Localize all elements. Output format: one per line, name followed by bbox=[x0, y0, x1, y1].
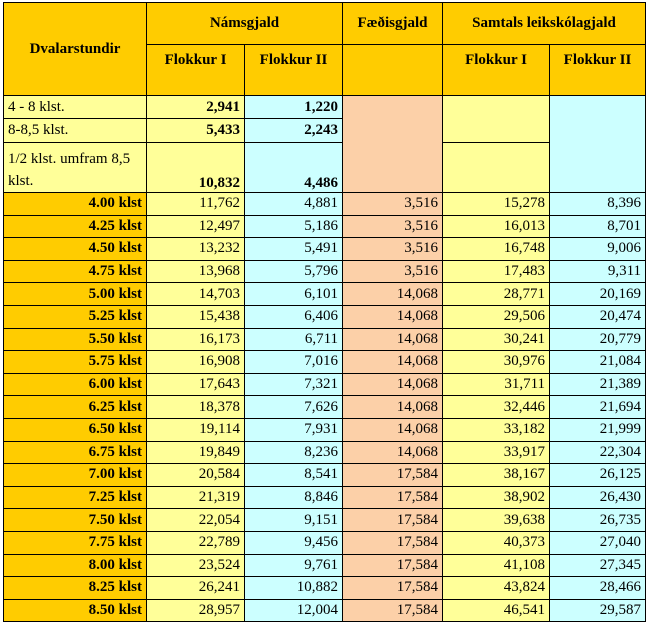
samtals-flokkur-1-value: 15,278 bbox=[443, 193, 550, 216]
row-label: 7.50 klst bbox=[4, 509, 147, 532]
namsgjald-flokkur-1-value: 14,703 bbox=[147, 283, 245, 306]
samtals-flokkur-2-value: 9,006 bbox=[550, 238, 646, 261]
samtals-flokkur-2-value: 26,125 bbox=[550, 464, 646, 487]
samtals-flokkur-1-value: 39,638 bbox=[443, 509, 550, 532]
special-row-flokkur-1: 10,832 bbox=[147, 143, 245, 193]
special-samtals-2-blank bbox=[550, 96, 646, 193]
table-row bbox=[4, 351, 646, 374]
header-samtals-flokkur-1: Flokkur I bbox=[443, 45, 550, 96]
special-row-label: 8-8,5 klst. bbox=[4, 119, 147, 143]
samtals-flokkur-1-value: 41,108 bbox=[443, 554, 550, 577]
special-row-flokkur-2: 1,220 bbox=[245, 96, 343, 119]
table-row bbox=[4, 599, 646, 622]
row-label: 4.50 klst bbox=[4, 238, 147, 261]
header-samtals-flokkur-2: Flokkur II bbox=[550, 45, 646, 96]
namsgjald-flokkur-2-value: 7,626 bbox=[245, 396, 343, 419]
table-row bbox=[4, 554, 646, 577]
special-faedisgjald-blank bbox=[343, 96, 443, 193]
special-samtals-1-blank bbox=[443, 143, 550, 193]
special-row-flokkur-1: 5,433 bbox=[147, 119, 245, 143]
namsgjald-flokkur-2-value: 8,846 bbox=[245, 486, 343, 509]
samtals-flokkur-1-value: 46,541 bbox=[443, 599, 550, 622]
row-label: 4.25 klst bbox=[4, 215, 147, 238]
row-label: 5.50 klst bbox=[4, 328, 147, 351]
namsgjald-flokkur-2-value: 5,186 bbox=[245, 215, 343, 238]
special-samtals-1-blank bbox=[443, 96, 550, 143]
namsgjald-flokkur-1-value: 23,524 bbox=[147, 554, 245, 577]
hours-rows bbox=[4, 193, 646, 622]
faedisgjald-value: 17,584 bbox=[343, 577, 443, 600]
faedisgjald-value: 14,068 bbox=[343, 351, 443, 374]
namsgjald-flokkur-2-value: 5,796 bbox=[245, 260, 343, 283]
header-dvalarstundir: Dvalarstundir bbox=[4, 3, 147, 96]
namsgjald-flokkur-1-value: 22,054 bbox=[147, 509, 245, 532]
table-row bbox=[4, 441, 646, 464]
table-row bbox=[4, 531, 646, 554]
header-samtals: Samtals leikskólagjald bbox=[443, 3, 646, 45]
samtals-flokkur-1-value: 29,506 bbox=[443, 305, 550, 328]
samtals-flokkur-2-value: 22,304 bbox=[550, 441, 646, 464]
namsgjald-flokkur-1-value: 11,762 bbox=[147, 193, 245, 216]
samtals-flokkur-1-value: 30,976 bbox=[443, 351, 550, 374]
faedisgjald-value: 14,068 bbox=[343, 305, 443, 328]
namsgjald-flokkur-1-value: 18,378 bbox=[147, 396, 245, 419]
namsgjald-flokkur-1-value: 22,789 bbox=[147, 531, 245, 554]
header-faedisgjald: Fæðisgjald bbox=[343, 3, 443, 45]
table-row bbox=[4, 260, 646, 283]
namsgjald-flokkur-1-value: 19,849 bbox=[147, 441, 245, 464]
table-row bbox=[4, 464, 646, 487]
samtals-flokkur-2-value: 20,474 bbox=[550, 305, 646, 328]
header-faedisgjald-empty bbox=[343, 45, 443, 96]
faedisgjald-value: 3,516 bbox=[343, 193, 443, 216]
namsgjald-flokkur-1-value: 17,643 bbox=[147, 373, 245, 396]
faedisgjald-value: 3,516 bbox=[343, 238, 443, 261]
samtals-flokkur-2-value: 26,735 bbox=[550, 509, 646, 532]
namsgjald-flokkur-2-value: 7,931 bbox=[245, 418, 343, 441]
namsgjald-flokkur-1-value: 12,497 bbox=[147, 215, 245, 238]
samtals-flokkur-1-value: 38,902 bbox=[443, 486, 550, 509]
samtals-flokkur-2-value: 29,587 bbox=[550, 599, 646, 622]
special-row-flokkur-1: 2,941 bbox=[147, 96, 245, 119]
faedisgjald-value: 3,516 bbox=[343, 215, 443, 238]
namsgjald-flokkur-1-value: 13,232 bbox=[147, 238, 245, 261]
namsgjald-flokkur-2-value: 6,406 bbox=[245, 305, 343, 328]
faedisgjald-value: 17,584 bbox=[343, 464, 443, 487]
namsgjald-flokkur-2-value: 9,151 bbox=[245, 509, 343, 532]
namsgjald-flokkur-1-value: 28,957 bbox=[147, 599, 245, 622]
namsgjald-flokkur-1-value: 20,584 bbox=[147, 464, 245, 487]
namsgjald-flokkur-2-value: 12,004 bbox=[245, 599, 343, 622]
namsgjald-flokkur-2-value: 4,881 bbox=[245, 193, 343, 216]
samtals-flokkur-2-value: 21,999 bbox=[550, 418, 646, 441]
table-row bbox=[4, 215, 646, 238]
namsgjald-flokkur-1-value: 15,438 bbox=[147, 305, 245, 328]
special-row-flokkur-2: 2,243 bbox=[245, 119, 343, 143]
samtals-flokkur-2-value: 20,779 bbox=[550, 328, 646, 351]
header-namsgjald: Námsgjald bbox=[147, 3, 343, 45]
namsgjald-flokkur-2-value: 7,321 bbox=[245, 373, 343, 396]
row-label: 6.25 klst bbox=[4, 396, 147, 419]
table-row bbox=[4, 373, 646, 396]
faedisgjald-value: 14,068 bbox=[343, 373, 443, 396]
samtals-flokkur-2-value: 28,466 bbox=[550, 577, 646, 600]
samtals-flokkur-2-value: 8,701 bbox=[550, 215, 646, 238]
samtals-flokkur-1-value: 16,013 bbox=[443, 215, 550, 238]
namsgjald-flokkur-2-value: 9,761 bbox=[245, 554, 343, 577]
row-label: 4.75 klst bbox=[4, 260, 147, 283]
samtals-flokkur-1-value: 16,748 bbox=[443, 238, 550, 261]
namsgjald-flokkur-1-value: 21,319 bbox=[147, 486, 245, 509]
table-row bbox=[4, 396, 646, 419]
row-label: 6.75 klst bbox=[4, 441, 147, 464]
table-row bbox=[4, 283, 646, 306]
samtals-flokkur-1-value: 38,167 bbox=[443, 464, 550, 487]
row-label: 4.00 klst bbox=[4, 193, 147, 216]
namsgjald-flokkur-2-value: 10,882 bbox=[245, 577, 343, 600]
row-label: 7.75 klst bbox=[4, 531, 147, 554]
samtals-flokkur-2-value: 21,084 bbox=[550, 351, 646, 374]
samtals-flokkur-1-value: 32,446 bbox=[443, 396, 550, 419]
samtals-flokkur-1-value: 30,241 bbox=[443, 328, 550, 351]
samtals-flokkur-1-value: 40,373 bbox=[443, 531, 550, 554]
table-row bbox=[4, 193, 646, 216]
samtals-flokkur-1-value: 17,483 bbox=[443, 260, 550, 283]
table-row bbox=[4, 328, 646, 351]
faedisgjald-value: 3,516 bbox=[343, 260, 443, 283]
row-label: 5.00 klst bbox=[4, 283, 147, 306]
namsgjald-flokkur-2-value: 6,101 bbox=[245, 283, 343, 306]
namsgjald-flokkur-1-value: 16,908 bbox=[147, 351, 245, 374]
samtals-flokkur-1-value: 31,711 bbox=[443, 373, 550, 396]
table-row bbox=[4, 486, 646, 509]
fee-table bbox=[3, 2, 646, 622]
namsgjald-flokkur-1-value: 13,968 bbox=[147, 260, 245, 283]
row-label: 7.00 klst bbox=[4, 464, 147, 487]
table-row bbox=[4, 305, 646, 328]
samtals-flokkur-2-value: 20,169 bbox=[550, 283, 646, 306]
row-label: 5.25 klst bbox=[4, 305, 147, 328]
special-row bbox=[4, 143, 646, 193]
table-row bbox=[4, 238, 646, 261]
namsgjald-flokkur-1-value: 16,173 bbox=[147, 328, 245, 351]
namsgjald-flokkur-1-value: 19,114 bbox=[147, 418, 245, 441]
special-row bbox=[4, 96, 646, 119]
faedisgjald-value: 14,068 bbox=[343, 396, 443, 419]
samtals-flokkur-1-value: 28,771 bbox=[443, 283, 550, 306]
samtals-flokkur-2-value: 8,396 bbox=[550, 193, 646, 216]
namsgjald-flokkur-2-value: 9,456 bbox=[245, 531, 343, 554]
samtals-flokkur-2-value: 27,345 bbox=[550, 554, 646, 577]
faedisgjald-value: 17,584 bbox=[343, 509, 443, 532]
samtals-flokkur-2-value: 21,694 bbox=[550, 396, 646, 419]
table-row bbox=[4, 418, 646, 441]
table-row bbox=[4, 577, 646, 600]
namsgjald-flokkur-2-value: 8,541 bbox=[245, 464, 343, 487]
row-label: 7.25 klst bbox=[4, 486, 147, 509]
faedisgjald-value: 14,068 bbox=[343, 418, 443, 441]
samtals-flokkur-2-value: 26,430 bbox=[550, 486, 646, 509]
samtals-flokkur-2-value: 21,389 bbox=[550, 373, 646, 396]
samtals-flokkur-1-value: 43,824 bbox=[443, 577, 550, 600]
samtals-flokkur-1-value: 33,182 bbox=[443, 418, 550, 441]
faedisgjald-value: 14,068 bbox=[343, 283, 443, 306]
special-row-label: 4 - 8 klst. bbox=[4, 96, 147, 119]
faedisgjald-value: 17,584 bbox=[343, 599, 443, 622]
namsgjald-flokkur-2-value: 6,711 bbox=[245, 328, 343, 351]
row-label: 8.00 klst bbox=[4, 554, 147, 577]
row-label: 6.00 klst bbox=[4, 373, 147, 396]
namsgjald-flokkur-2-value: 7,016 bbox=[245, 351, 343, 374]
row-label: 5.75 klst bbox=[4, 351, 147, 374]
namsgjald-flokkur-2-value: 8,236 bbox=[245, 441, 343, 464]
row-label: 6.50 klst bbox=[4, 418, 147, 441]
faedisgjald-value: 17,584 bbox=[343, 486, 443, 509]
header-namsgjald-flokkur-1: Flokkur I bbox=[147, 45, 245, 96]
faedisgjald-value: 17,584 bbox=[343, 531, 443, 554]
header-namsgjald-flokkur-2: Flokkur II bbox=[245, 45, 343, 96]
row-label: 8.50 klst bbox=[4, 599, 147, 622]
special-row-label: 1/2 klst. umfram 8,5 klst. bbox=[4, 143, 147, 193]
namsgjald-flokkur-2-value: 5,491 bbox=[245, 238, 343, 261]
faedisgjald-value: 17,584 bbox=[343, 554, 443, 577]
samtals-flokkur-1-value: 33,917 bbox=[443, 441, 550, 464]
special-row-flokkur-2: 4,486 bbox=[245, 143, 343, 193]
namsgjald-flokkur-1-value: 26,241 bbox=[147, 577, 245, 600]
faedisgjald-value: 14,068 bbox=[343, 328, 443, 351]
table-row bbox=[4, 509, 646, 532]
row-label: 8.25 klst bbox=[4, 577, 147, 600]
faedisgjald-value: 14,068 bbox=[343, 441, 443, 464]
samtals-flokkur-2-value: 9,311 bbox=[550, 260, 646, 283]
samtals-flokkur-2-value: 27,040 bbox=[550, 531, 646, 554]
